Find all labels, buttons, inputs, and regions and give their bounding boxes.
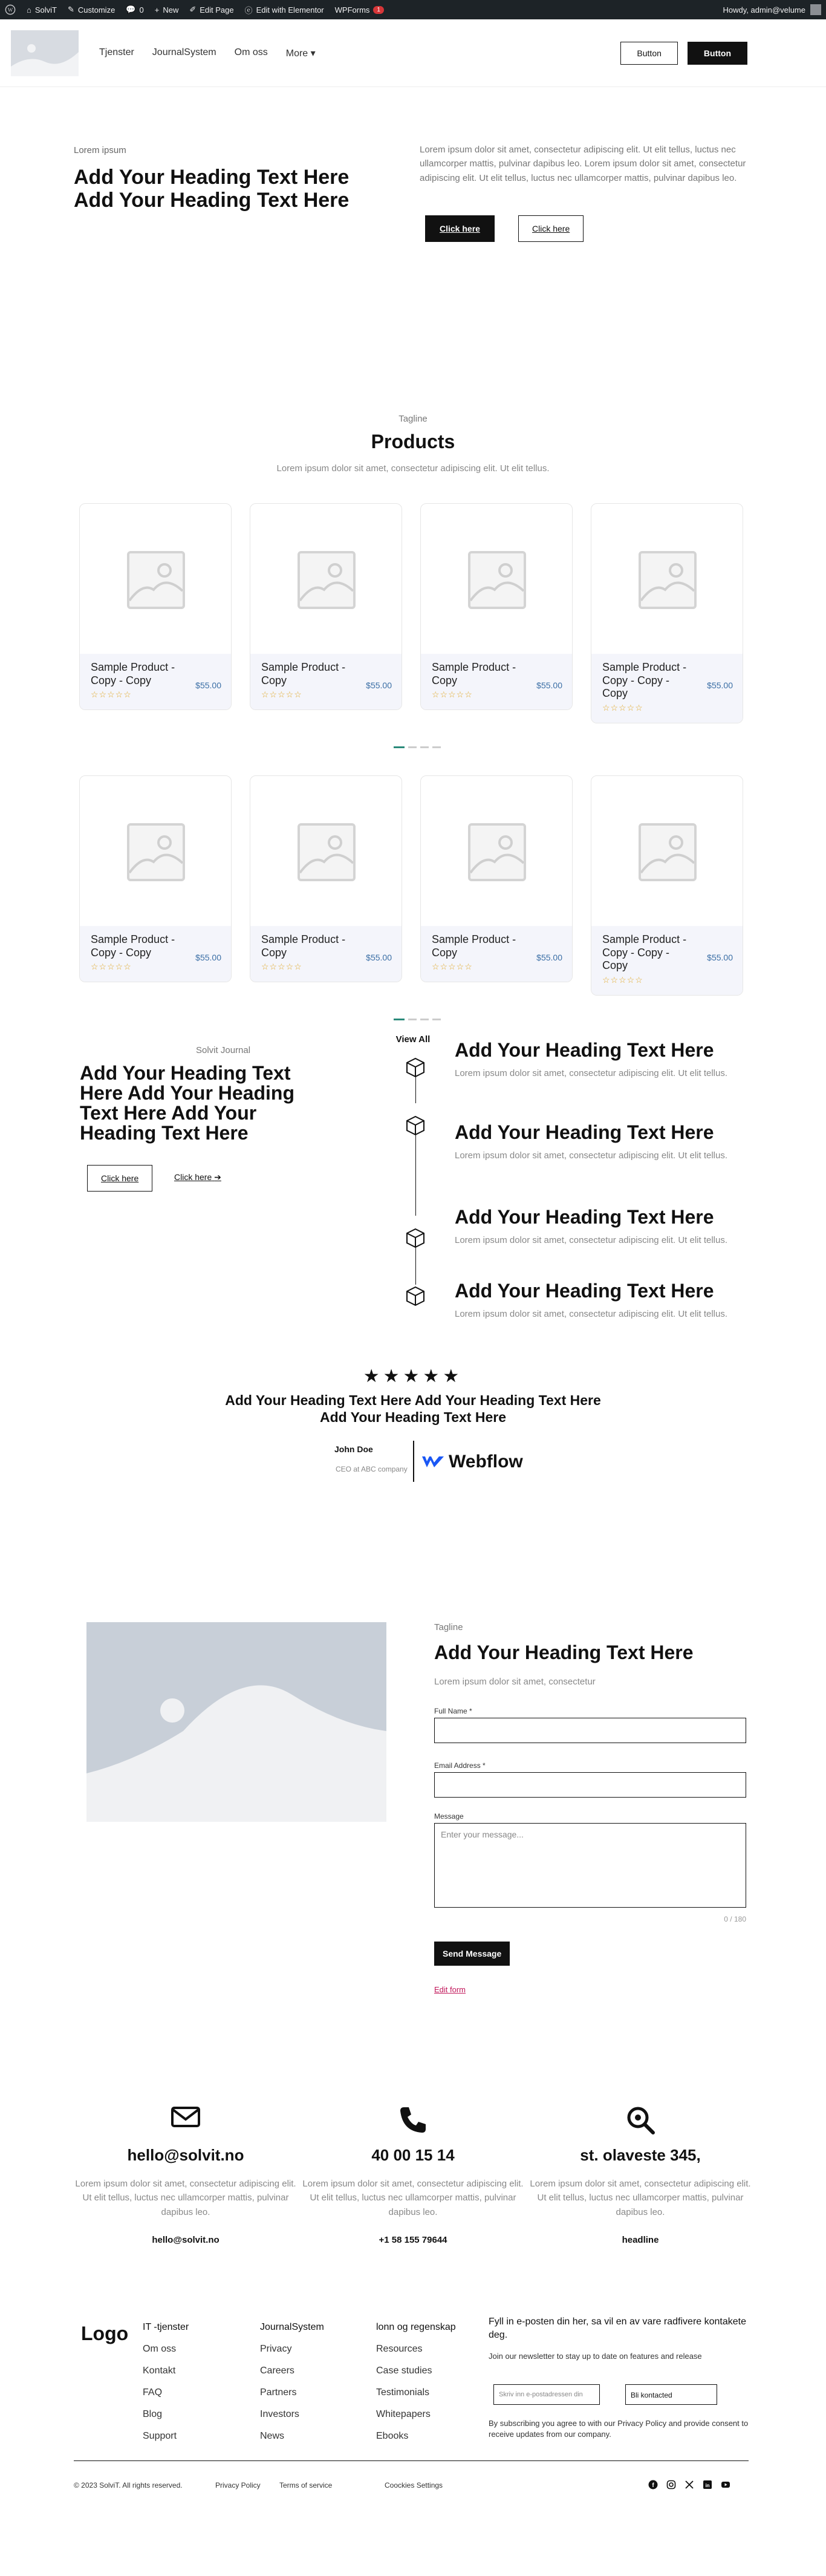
full-name-label: Full Name * [434,1707,472,1715]
product-card[interactable] [250,503,402,710]
avatar [810,4,821,15]
contact-info-section [0,2105,826,2312]
info-column-address [528,2105,752,2245]
header-button-outline[interactable]: Button [620,42,677,65]
admin-customize-link[interactable] [68,5,115,15]
message-label: Message [434,1812,464,1821]
product-rating: ☆☆☆☆☆ [432,962,473,972]
footer-column-1 [143,2317,189,2447]
instagram-icon[interactable] [666,2480,676,2490]
timeline-line [415,1125,416,1216]
product-rating: ☆☆☆☆☆ [261,690,302,700]
email-field[interactable] [434,1772,746,1798]
hero-section [0,87,826,322]
product-name[interactable]: Sample Product - Copy [261,661,346,686]
product-card[interactable] [591,775,743,996]
product-price: $55.00 [536,680,562,690]
footer-link[interactable]: FAQ [143,2387,163,2398]
elementor-icon: ⓔ [244,5,253,15]
linkedin-icon[interactable] [703,2480,712,2490]
product-name[interactable]: Sample Product - Copy [432,661,516,686]
info-link[interactable]: hello@solvit.no [152,2234,220,2245]
product-rating: ☆☆☆☆☆ [602,702,643,712]
edit-form-link[interactable]: Edit form [434,1985,466,1994]
facebook-icon[interactable] [648,2480,658,2490]
footer-link[interactable]: Careers [260,2366,294,2376]
testimonial-divider [413,1441,414,1482]
product-image[interactable] [591,504,743,654]
product-image[interactable] [250,504,402,654]
image-placeholder-icon [298,823,356,881]
info-link[interactable]: +1 58 155 79644 [379,2234,447,2245]
product-price: $55.00 [366,680,392,690]
youtube-icon[interactable] [721,2480,730,2490]
timeline-heading: Add Your Heading Text Here [455,1206,714,1228]
carousel-dot[interactable] [408,1019,417,1020]
product-image[interactable] [80,504,231,654]
product-info [250,654,402,709]
admin-elementor-label: Edit with Elementor [256,5,324,15]
timeline-heading: Add Your Heading Text Here [455,1039,714,1061]
admin-account[interactable] [723,4,821,15]
admin-comments-count: 0 [139,5,144,15]
image-placeholder-icon [468,551,526,609]
image-placeholder-icon [468,823,526,881]
contact-image [86,1622,386,1822]
comment-icon: 💬 [126,5,136,14]
product-card[interactable] [250,775,402,982]
footer-column-title[interactable]: JournalSystem [260,2322,324,2332]
rating-stars: ★★★★★ [363,1366,463,1386]
admin-comments-link[interactable] [126,5,143,15]
footer-link[interactable]: Blog [143,2409,163,2419]
carousel-dot[interactable] [420,746,429,748]
info-description: Lorem ipsum dolor sit amet, consectetur adipiscing elit. Ut elit tellus, luctus nec ullamcorper mattis, pulvinar dapibus leo. [302,2179,524,2217]
product-rating: ☆☆☆☆☆ [432,690,473,700]
product-card[interactable] [591,503,743,723]
contact-title: Add Your Heading Text Here [434,1642,694,1663]
newsletter-legal: By subscribing you agree to with our Privacy Policy and provide consent to receive updates from our company. [489,2419,749,2439]
product-rating: ☆☆☆☆☆ [91,962,132,972]
wordpress-logo-icon[interactable] [5,4,16,15]
full-name-field[interactable] [434,1718,746,1743]
contact-subtitle: Lorem ipsum dolor sit amet, consectetur [434,1677,596,1687]
message-counter: 0 / 180 [724,1915,746,1923]
product-info [250,926,402,982]
product-card[interactable] [420,503,573,710]
product-price: $55.00 [707,680,733,690]
image-placeholder-icon [127,551,185,609]
footer-link[interactable]: Ebooks [376,2431,409,2441]
product-price: $55.00 [707,953,733,962]
cube-icon [404,1227,427,1250]
info-column-email [74,2105,298,2245]
testimonial-name: John Doe [334,1444,373,1454]
company-logo [421,1452,523,1472]
info-link[interactable]: headline [622,2234,659,2245]
pencil-icon: ✐ [189,5,197,14]
message-textarea[interactable]: Enter your message... [434,1823,746,1908]
product-info [421,654,572,709]
product-image[interactable] [421,776,572,926]
admin-edit-page-link[interactable] [189,5,233,15]
footer-link[interactable]: News [260,2431,285,2441]
site-header [0,19,826,87]
nav-item-more-label: More [285,48,308,59]
hero-paragraph: Lorem ipsum dolor sit amet, consectetur adipiscing elit. Ut elit tellus, luctus nec ullamcorper mattis, pulvinar dapibus leo. Lorem ipsum dolor sit amet, consectetur adipiscing elit. Ut elit tellus, luctus nec ullamcorper mattis, pulvinar dapibus leo. [420,145,746,183]
nav-item-journalsystem[interactable]: JournalSystem [152,47,216,57]
carousel-dots [394,746,441,748]
footer-link[interactable]: Investors [260,2409,299,2419]
footer-column-3 [376,2317,456,2447]
products-tagline: Tagline [398,414,428,424]
timeline-heading: Add Your Heading Text Here [455,1280,714,1302]
hero-eyebrow: Lorem ipsum [74,145,126,155]
image-placeholder-icon [639,823,697,881]
footer-link[interactable]: Kontakt [143,2366,176,2376]
header-buttons [620,42,747,65]
info-description: Lorem ipsum dolor sit amet, consectetur adipiscing elit. Ut elit tellus, luctus nec ullamcorper mattis, pulvinar dapibus leo. [530,2179,751,2217]
site-logo[interactable] [11,30,79,76]
testimonial-section [0,1366,826,1622]
footer-link[interactable]: Om oss [143,2344,177,2354]
product-name[interactable]: Sample Product - Copy - Copy [91,661,175,686]
timeline-text: Lorem ipsum dolor sit amet, consectetur adipiscing elit. Ut elit tellus. [455,1309,728,1319]
footer-link[interactable]: Resources [376,2344,423,2354]
footer-link[interactable]: Privacy [260,2344,292,2354]
webflow-icon [421,1454,445,1470]
product-price: $55.00 [536,953,562,962]
product-image[interactable] [250,776,402,926]
wp-admin-bar [0,0,826,19]
footer-column-title[interactable]: IT -tjenster [143,2322,189,2332]
product-price: $55.00 [195,680,221,690]
journal-heading: Add Your Heading Text Here Add Your Heading Text Here Add Your Heading Text Here [80,1062,295,1144]
product-info [591,926,743,995]
timeline-text: Lorem ipsum dolor sit amet, consectetur adipiscing elit. Ut elit tellus. [455,1150,728,1161]
product-info [421,926,572,982]
cookies-settings-link[interactable]: Coockies Settings [385,2481,443,2490]
footer-column-2 [260,2317,324,2447]
svg-text:W: W [7,7,13,13]
journal-outline-button[interactable]: Click here [87,1165,152,1192]
image-placeholder-icon [127,823,185,881]
info-value: hello@solvit.no [127,2146,244,2164]
info-value: st. olaveste 345, [580,2146,701,2164]
product-price: $55.00 [366,953,392,962]
arrow-right-icon: ➔ [214,1172,221,1182]
plus-icon: + [154,5,160,15]
cube-icon [404,1114,427,1137]
product-rating: ☆☆☆☆☆ [261,962,302,972]
send-message-button[interactable]: Send Message [434,1942,510,1966]
admin-elementor-link[interactable] [245,4,324,16]
admin-howdy: Howdy, admin@velume [723,5,805,15]
product-name[interactable]: Sample Product - Copy - Copy - Copy [602,661,687,700]
main-nav [99,47,316,59]
social-links [648,2480,730,2490]
hero-secondary-button[interactable]: Click here [518,215,584,242]
newsletter-email-input[interactable]: Skriv inn e-postadressen din [493,2384,600,2405]
product-price: $55.00 [195,953,221,962]
newsletter-submit-button[interactable]: Bli kontacted [625,2384,717,2405]
testimonial-quote: Add Your Heading Text Here Add Your Heading Text Here Add Your Heading Text Here [225,1392,601,1425]
site-footer [0,2312,826,2532]
product-info [80,926,231,982]
cube-icon [404,1056,427,1079]
info-column-phone [301,2105,525,2245]
footer-link[interactable]: Testimonials [376,2387,430,2398]
header-button-fill[interactable]: Button [688,42,747,65]
product-card[interactable] [79,775,232,982]
footer-link[interactable]: Support [143,2431,177,2441]
product-name[interactable]: Sample Product - Copy [261,933,346,959]
info-value: 40 00 15 14 [371,2146,455,2164]
product-name[interactable]: Sample Product - Copy - Copy [91,933,175,959]
cube-icon [404,1285,427,1308]
nav-item-tjenster[interactable]: Tjenster [99,47,134,57]
timeline-heading: Add Your Heading Text Here [455,1121,714,1143]
image-placeholder-icon [639,551,697,609]
carousel-dot[interactable] [394,746,405,748]
product-image[interactable] [591,776,743,926]
carousel-dot[interactable] [420,1019,429,1020]
svg-text:f: f [652,2482,654,2489]
footer-divider [74,2460,749,2461]
x-icon[interactable] [685,2480,694,2490]
carousel-dot[interactable] [394,1019,405,1020]
info-description: Lorem ipsum dolor sit amet, consectetur adipiscing elit. Ut elit tellus, luctus nec ullamcorper mattis, pulvinar dapibus leo. [75,2179,296,2217]
timeline-text: Lorem ipsum dolor sit amet, consectetur adipiscing elit. Ut elit tellus. [455,1235,728,1245]
admin-wpforms-link[interactable] [335,5,384,15]
phone-icon [301,2105,525,2136]
newsletter-subtext: Join our newsletter to stay up to date on features and release [489,2352,702,2361]
terms-link[interactable]: Terms of service [279,2481,333,2490]
product-image[interactable] [421,504,572,654]
product-carousel-2 [0,775,826,1045]
product-card[interactable] [79,503,232,710]
footer-logo[interactable]: Logo [81,2323,129,2344]
product-name[interactable]: Sample Product - Copy - Copy - Copy [602,933,687,972]
wpforms-badge: 1 [373,6,384,14]
hero-heading: Add Your Heading Text Here Add Your Heading Text Here [74,166,350,212]
carousel-dot[interactable] [432,1019,441,1020]
image-placeholder-icon [86,1622,386,1822]
svg-text:in: in [705,2483,710,2488]
timeline-text: Lorem ipsum dolor sit amet, consectetur adipiscing elit. Ut elit tellus. [455,1068,728,1078]
nav-item-om-oss[interactable]: Om oss [234,47,268,57]
company-name: Webflow [449,1452,523,1472]
products-subtitle: Lorem ipsum dolor sit amet, consectetur adipiscing elit. Ut elit tellus. [276,463,550,474]
product-rating: ☆☆☆☆☆ [91,690,132,700]
admin-site-link[interactable] [27,5,57,15]
privacy-policy-link[interactable]: Privacy Policy [215,2481,261,2490]
admin-new-link[interactable] [155,5,179,15]
products-title: Products [371,431,455,452]
admin-edit-page-label: Edit Page [200,5,234,15]
admin-new-label: New [163,5,179,15]
contact-tagline: Tagline [434,1622,463,1632]
journal-tagline: Solvit Journal [196,1045,251,1055]
journal-link-button[interactable] [174,1172,221,1182]
product-info [80,654,231,709]
contact-section [0,1622,826,2105]
products-heading-section [0,322,826,503]
admin-customize-label: Customize [77,5,115,15]
product-image[interactable] [80,776,231,926]
chevron-down-icon: ▾ [310,48,316,59]
footer-link[interactable]: Partners [260,2387,297,2398]
copyright: © 2023 SolviT. All rights reserved. [74,2481,183,2490]
hero-primary-button[interactable]: Click here [425,215,495,242]
carousel-dots [394,1019,441,1020]
home-icon: ⌂ [27,5,31,15]
footer-link[interactable]: Case studies [376,2366,432,2376]
footer-column-title[interactable]: lonn og regenskap [376,2322,456,2332]
email-label: Email Address * [434,1761,486,1770]
view-all-link[interactable]: View All [395,1034,431,1045]
image-placeholder-icon [298,551,356,609]
journal-section [0,1027,826,1366]
carousel-dot[interactable] [432,746,441,748]
admin-site-name: SolviT [34,5,57,15]
brush-icon: ✎ [67,5,74,14]
product-name[interactable]: Sample Product - Copy [432,933,516,959]
product-info [591,654,743,723]
product-card[interactable] [420,775,573,982]
nav-item-more[interactable] [286,47,316,59]
newsletter-heading: Fyll in e-posten din her, sa vil en av vare radfivere kontakete deg. [489,2317,746,2340]
testimonial-role: CEO at ABC company [336,1465,408,1473]
journal-link-label: Click here [174,1172,212,1182]
footer-link[interactable]: Whitepapers [376,2409,431,2419]
product-carousel-1 [0,503,826,775]
admin-wpforms-label: WPForms [334,5,370,15]
product-rating: ☆☆☆☆☆ [602,974,643,985]
envelope-icon [74,2105,298,2136]
carousel-dot[interactable] [408,746,417,748]
logo-placeholder-icon [11,30,79,76]
search-location-icon [528,2105,752,2136]
